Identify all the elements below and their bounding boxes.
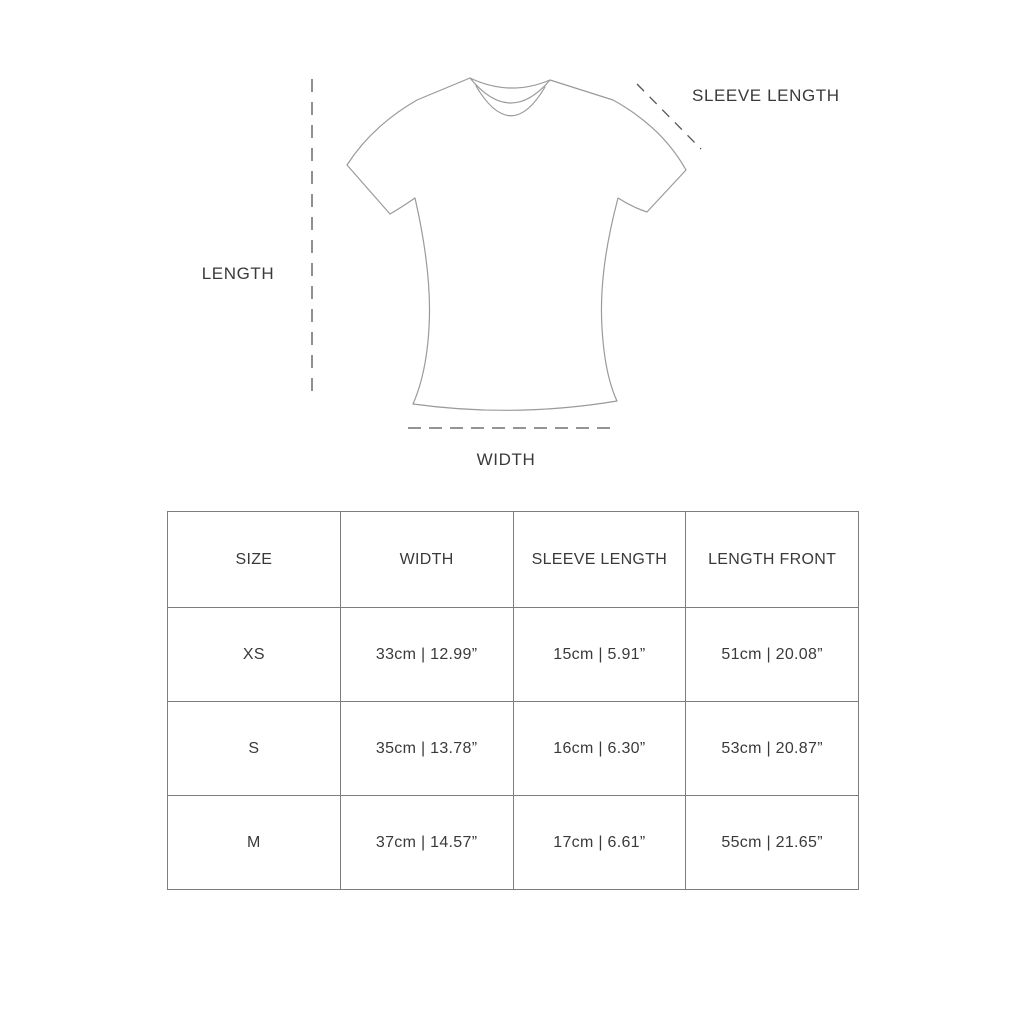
tshirt-outline-drawing bbox=[0, 0, 1024, 500]
cell-length-front: 51cm | 20.08” bbox=[686, 608, 859, 702]
tshirt-measurement-diagram bbox=[0, 0, 1024, 500]
size-table-header-row bbox=[168, 512, 859, 608]
table-row-xs bbox=[168, 608, 859, 702]
cell-sleeve-length: 16cm | 6.30” bbox=[513, 702, 686, 796]
column-header-width: WIDTH bbox=[340, 512, 513, 608]
collar-inner-curve bbox=[476, 86, 545, 116]
tshirt-outline bbox=[347, 78, 686, 410]
column-header-sleeve-length: SLEEVE LENGTH bbox=[513, 512, 686, 608]
size-table bbox=[167, 511, 859, 890]
cell-size: XS bbox=[168, 608, 341, 702]
cell-size: M bbox=[168, 796, 341, 890]
collar-outer-curve bbox=[470, 78, 550, 103]
cell-length-front: 55cm | 21.65” bbox=[686, 796, 859, 890]
cell-length-front: 53cm | 20.87” bbox=[686, 702, 859, 796]
column-header-length-front: LENGTH FRONT bbox=[686, 512, 859, 608]
cell-sleeve-length: 15cm | 5.91” bbox=[513, 608, 686, 702]
table-row-s bbox=[168, 702, 859, 796]
cell-sleeve-length: 17cm | 6.61” bbox=[513, 796, 686, 890]
sleeve-length-label: SLEEVE LENGTH bbox=[692, 86, 840, 105]
cell-width: 35cm | 13.78” bbox=[340, 702, 513, 796]
length-label: LENGTH bbox=[201, 264, 275, 283]
width-label: WIDTH bbox=[476, 450, 536, 469]
cell-width: 37cm | 14.57” bbox=[340, 796, 513, 890]
table-row-m bbox=[168, 796, 859, 890]
cell-width: 33cm | 12.99” bbox=[340, 608, 513, 702]
column-header-size: SIZE bbox=[168, 512, 341, 608]
cell-size: S bbox=[168, 702, 341, 796]
